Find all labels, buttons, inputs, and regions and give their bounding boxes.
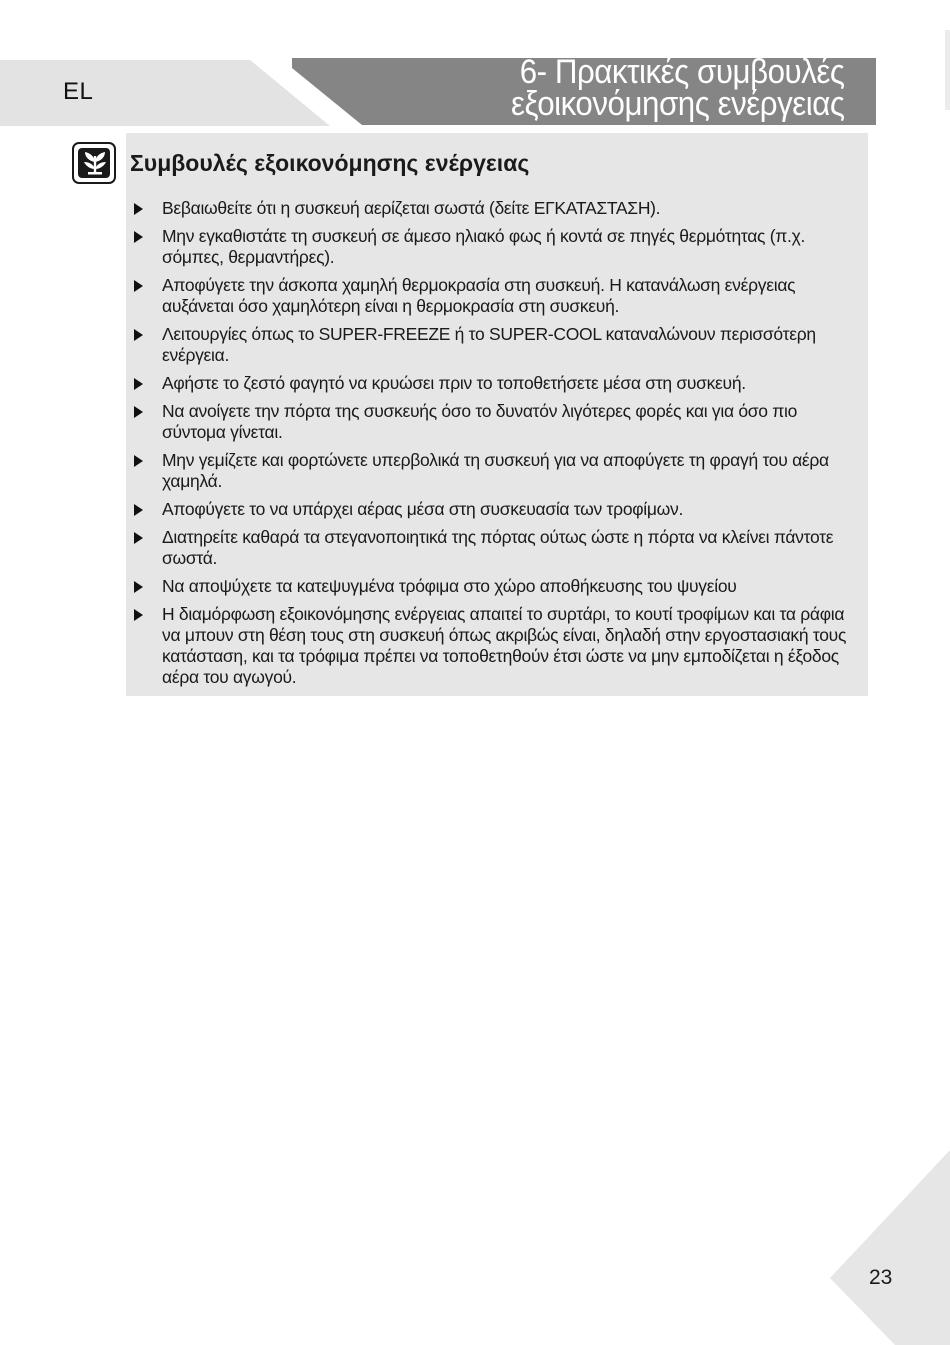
- bullet-arrow-icon: [134, 455, 143, 467]
- bullet-arrow-icon: [134, 532, 143, 544]
- tip-item: [131, 527, 851, 569]
- bullet-arrow-icon: [134, 231, 143, 243]
- bullet-arrow-icon: [134, 609, 143, 621]
- language-label: EL: [63, 78, 94, 105]
- tip-text: Μην γεμίζετε και φορτώνετε υπερβολικά τη συσκευή για να αποφύγετε τη φραγή του αέρα χαμηλά.: [162, 450, 829, 491]
- bullet-arrow-icon: [134, 329, 143, 341]
- page-corner-decoration: [830, 1150, 950, 1345]
- chapter-title-line2: εξοικονόμησης ενέργειας: [510, 85, 844, 123]
- bullet-arrow-icon: [134, 504, 143, 516]
- tip-item: [131, 373, 851, 394]
- tip-item: [131, 401, 851, 443]
- bullet-arrow-icon: [134, 581, 143, 593]
- tip-text: Αποφύγετε την άσκοπα χαμηλή θερμοκρασία στη συσκευή. Η κατανάλωση ενέργειας αυξάνεται όσο χαμηλότερη είναι η θερμοκρασία στη συσκευή.: [162, 275, 796, 316]
- tips-list: [131, 198, 851, 695]
- eco-leaf-glyph: [79, 148, 111, 178]
- tip-item: [131, 198, 851, 219]
- page-edge-mark: [945, 30, 950, 110]
- bullet-arrow-icon: [134, 378, 143, 390]
- chapter-title: [510, 53, 844, 123]
- bullet-arrow-icon: [134, 280, 143, 292]
- eco-leaf-icon: [72, 142, 116, 184]
- bullet-arrow-icon: [134, 406, 143, 418]
- tip-text: Μην εγκαθιστάτε τη συσκευή σε άμεσο ηλιακό φως ή κοντά σε πηγές θερμότητας (π.χ. σόμπες, θερμαντήρες).: [162, 226, 806, 267]
- tip-item: [131, 275, 851, 317]
- tip-text: Διατηρείτε καθαρά τα στεγανοποιητικά της πόρτας ούτως ώστε η πόρτα να κλείνει πάντοτε σωστά.: [162, 527, 834, 568]
- tip-text: Αφήστε το ζεστό φαγητό να κρυώσει πριν το τοποθετήσετε μέσα στη συσκευή.: [162, 373, 746, 393]
- bullet-arrow-icon: [134, 203, 143, 215]
- language-tab: [0, 60, 330, 126]
- tip-item: [131, 450, 851, 492]
- tip-item: [131, 226, 851, 268]
- tip-text: Η διαμόρφωση εξοικονόμησης ενέργειας απαιτεί το συρτάρι, το κουτί τροφίμων και τα ράφια να μπουν στη θέση τους στη συσκευή όπως ακριβώς είναι, δηλαδή στην εργοστασιακή τους κατάσταση, και τα τρόφιμα πρέπει να τοποθετηθούν έτσι ώστε να μην εμποδίζεται η έξοδος αέρα του αγωγού.: [162, 604, 847, 687]
- tip-text: Αποφύγετε το να υπάρχει αέρας μέσα στη συσκευασία των τροφίμων.: [162, 499, 684, 519]
- tip-item: [131, 576, 851, 597]
- tip-text: Να αποψύχετε τα κατεψυγμένα τρόφιμα στο χώρο αποθήκευσης του ψυγείου: [162, 576, 737, 596]
- page-number: 23: [869, 1266, 893, 1289]
- tip-text: Να ανοίγετε την πόρτα της συσκευής όσο το δυνατόν λιγότερες φορές και για όσο πιο σύντομα γίνεται.: [162, 401, 798, 442]
- tip-item: [131, 324, 851, 366]
- tip-text: Λειτουργίες όπως το SUPER-FREEZE ή το SUPER-COOL καταναλώνουν περισσότερη ενέργεια.: [162, 324, 816, 365]
- chapter-title-line1: 6- Πρακτικές συμβουλές: [519, 53, 844, 91]
- tip-item: [131, 499, 851, 520]
- tip-text: Βεβαιωθείτε ότι η συσκευή αερίζεται σωστά (δείτε ΕΓΚΑΤΑΣΤΑΣΗ).: [162, 198, 661, 218]
- tip-item: [131, 604, 851, 688]
- section-title: Συμβουλές εξοικονόμησης ενέργειας: [130, 150, 530, 176]
